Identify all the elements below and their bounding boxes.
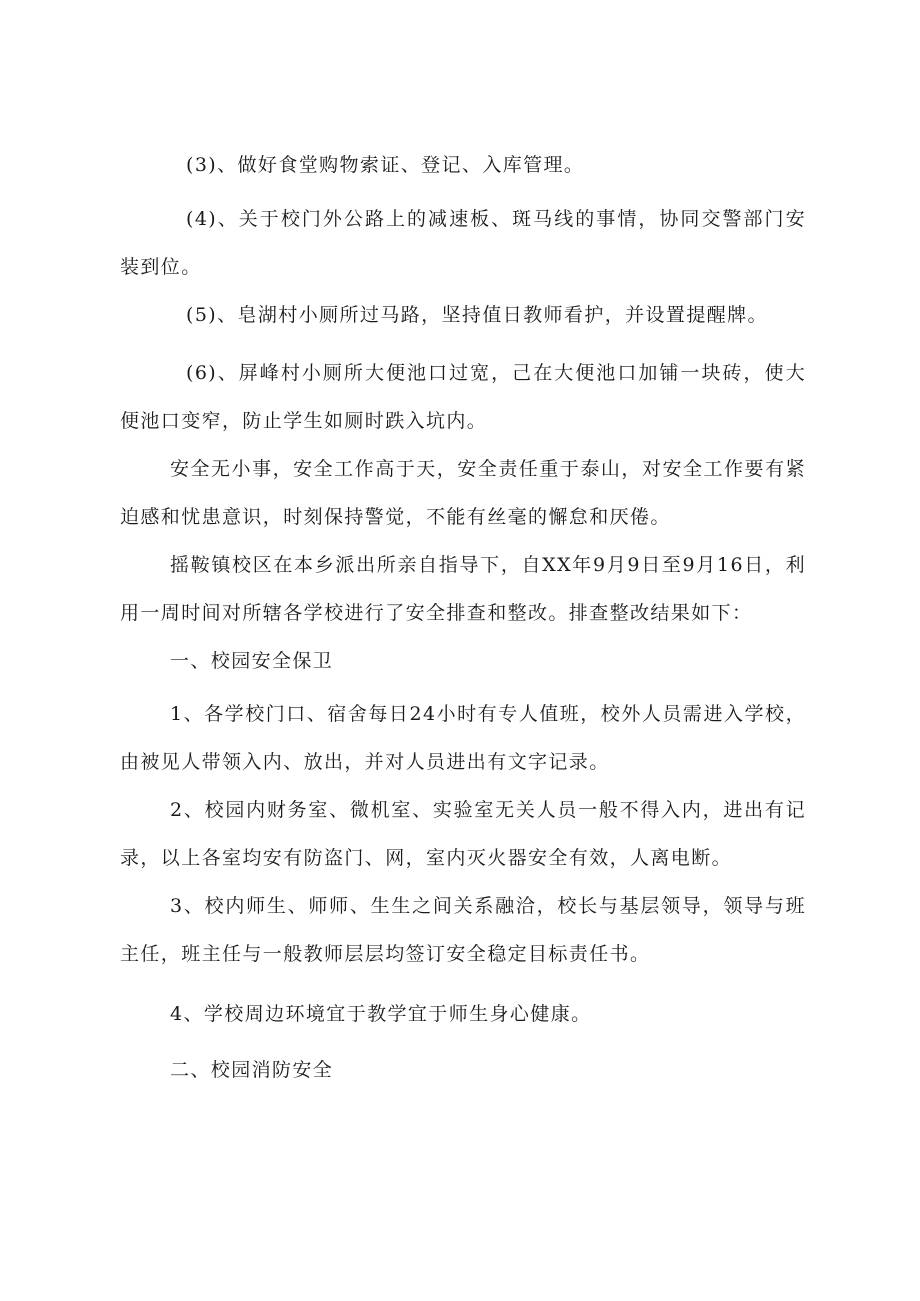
paragraph-item-6: (6)、屏峰村小厕所大便池口过宽，己在大便池口加铺一块砖，使大便池口变窄，防止学生如厕时跌入坑内。 <box>120 362 806 432</box>
paragraph-inspection-intro: 摇鞍镇校区在本乡派出所亲自指导下，自XX年9月9日至9月16日，利用一周时间对所辖各学校进行了安全排查和整改。排查整改结果如下： <box>120 554 806 624</box>
section-heading-fire-safety: 二、校园消防安全 <box>170 1059 334 1081</box>
paragraph-item-5: (5)、皂湖村小厕所过马路，坚持值日教师看护，并设置提醒牌。 <box>186 304 768 326</box>
paragraph-safety-motto: 安全无小事，安全工作高于天，安全责任重于泰山，对安全工作要有紧迫感和忧患意识，时刻保持警觉，不能有丝毫的懈怠和厌倦。 <box>120 458 806 528</box>
paragraph-security-2: 2、校园内财务室、微机室、实验室无关人员一般不得入内，进出有记录，以上各室均安有防盗门、网，室内灭火器安全有效，人离电断。 <box>120 799 806 869</box>
paragraph-item-3: (3)、做好食堂购物索证、登记、入库管理。 <box>186 154 585 176</box>
paragraph-security-4: 4、学校周边环境宜于教学宜于师生身心健康。 <box>170 1003 592 1025</box>
paragraph-security-1: 1、各学校门口、宿舍每日24小时有专人值班，校外人员需进入学校，由被见人带领入内、放出，并对人员进出有文字记录。 <box>120 703 806 773</box>
paragraph-item-4: (4)、关于校门外公路上的减速板、斑马线的事情，协同交警部门安装到位。 <box>120 208 806 278</box>
paragraph-security-3: 3、校内师生、师师、生生之间关系融洽，校长与基层领导，领导与班主任，班主任与一般教师层层均签订安全稳定目标责任书。 <box>120 895 806 965</box>
section-heading-security: 一、校园安全保卫 <box>170 650 334 672</box>
